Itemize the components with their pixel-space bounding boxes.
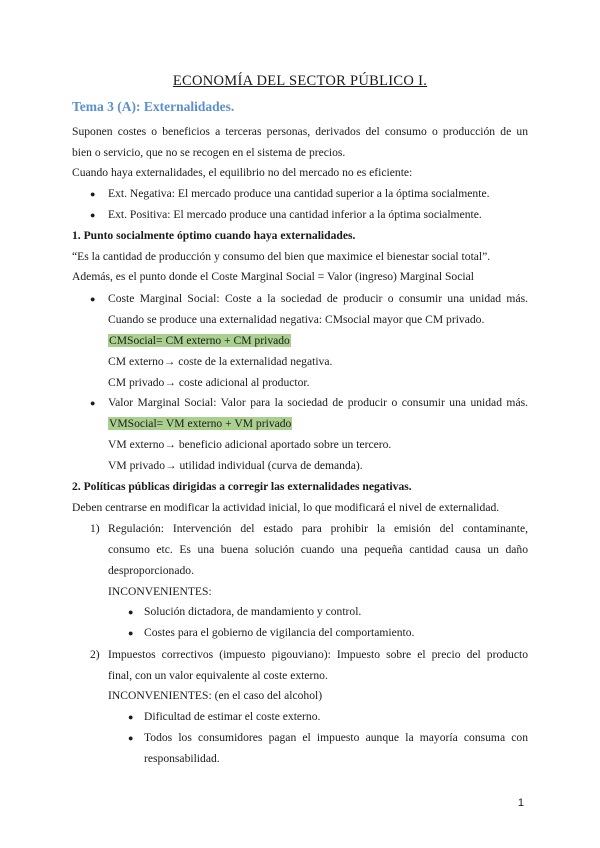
section2-title: 2. Políticas públicas dirigidas a corregir las externalidades negativas.: [72, 480, 412, 493]
bullet-icon: ●: [90, 294, 96, 304]
bullet-icon: ●: [90, 210, 96, 220]
regulation-inconvenients-label: INCONVENIENTES:: [108, 585, 212, 598]
tax-inconvenient-2-cont: responsabilidad.: [144, 752, 220, 765]
section2-text: Deben centrarse en modificar la actividad inicial, lo que modificará el nivel de externalidad.: [72, 501, 500, 514]
regulation-line-2: consumo etc. Es una buena solución cuando una pequeña cantidad causa un daño: [108, 543, 528, 556]
bullet-positive-externality: Ext. Positiva: El mercado produce una cantidad inferior a la óptima socialmente.: [108, 208, 482, 221]
topic-heading: Tema 3 (A): Externalidades.: [72, 99, 235, 114]
section1-text: Además, es el punto donde el Coste Marginal Social = Valor (ingreso) Marginal Social: [72, 270, 474, 283]
bullet-icon: ●: [128, 712, 134, 722]
list-number-1: 1): [90, 522, 100, 535]
intro-line-1: Suponen costes o beneficios a terceras personas, derivados del consumo o producción de un: [72, 125, 528, 138]
regulation-inconvenient-2: Costes para el gobierno de vigilancia del comportamiento.: [144, 626, 415, 639]
cms-formula-highlight: CMSocial= CM externo + CM privado: [109, 334, 290, 347]
intro-line-3: Cuando haya externalidades, el equilibrio no del mercado no es eficiente:: [72, 166, 413, 179]
bullet-icon: ●: [90, 398, 96, 408]
section1-quote: “Es la cantidad de producción y consumo del bien que maximice el bienestar social total”.: [72, 250, 491, 263]
list-number-2: 2): [90, 648, 100, 661]
vm-external: VM externo→ beneficio adicional aportado sobre un tercero.: [108, 438, 392, 451]
vm-private: VM privado→ utilidad individual (curva de demanda).: [108, 459, 363, 472]
vms-definition: Valor Marginal Social: Valor para la sociedad de producir o consumir una unidad más.: [108, 396, 528, 409]
section1-title: 1. Punto socialmente óptimo cuando haya externalidades.: [72, 229, 356, 242]
tax-inconvenient-2: Todos los consumidores pagan el impuesto aunque la mayoría consuma con: [144, 731, 528, 744]
cm-external: CM externo→ coste de la externalidad negativa.: [108, 355, 333, 368]
vms-formula: [108, 417, 292, 431]
bullet-icon: ●: [90, 189, 96, 199]
cms-negative-note: Cuando se produce una externalidad negativa: CMsocial mayor que CM privado.: [108, 313, 485, 326]
vms-formula-highlight: VMSocial= VM externo + VM privado: [109, 417, 292, 430]
cms-formula: [108, 334, 291, 348]
bullet-icon: ●: [128, 733, 134, 743]
regulation-inconvenient-1: Solución dictadora, de mandamiento y control.: [144, 605, 362, 618]
intro-line-2: bien o servicio, que no se recogen en el sistema de precios.: [72, 146, 346, 159]
tax-inconvenients-label: INCONVENIENTES: (en el caso del alcohol): [108, 689, 323, 702]
page-number: 1: [517, 797, 524, 809]
cm-private: CM privado→ coste adicional al productor.: [108, 376, 310, 389]
cms-definition: Coste Marginal Social: Coste a la sociedad de producir o consumir una unidad más.: [108, 292, 528, 305]
bullet-negative-externality: Ext. Negativa: El mercado produce una cantidad superior a la óptima socialmente.: [108, 187, 490, 200]
tax-line-2: final, con un valor equivalente al coste externo.: [108, 669, 328, 682]
regulation-line-3: desproporcionado.: [108, 564, 194, 577]
tax-line-1: Impuestos correctivos (impuesto pigouviano): Impuesto sobre el precio del producto: [108, 648, 528, 661]
regulation-line-1: Regulación: Intervención del estado para prohibir la emisión del contaminante,: [108, 522, 528, 535]
bullet-icon: ●: [128, 607, 134, 617]
bullet-icon: ●: [128, 628, 134, 638]
tax-inconvenient-1: Dificultad de estimar el coste externo.: [144, 710, 321, 723]
document-title: ECONOMÍA DEL SECTOR PÚBLICO I.: [172, 73, 428, 89]
